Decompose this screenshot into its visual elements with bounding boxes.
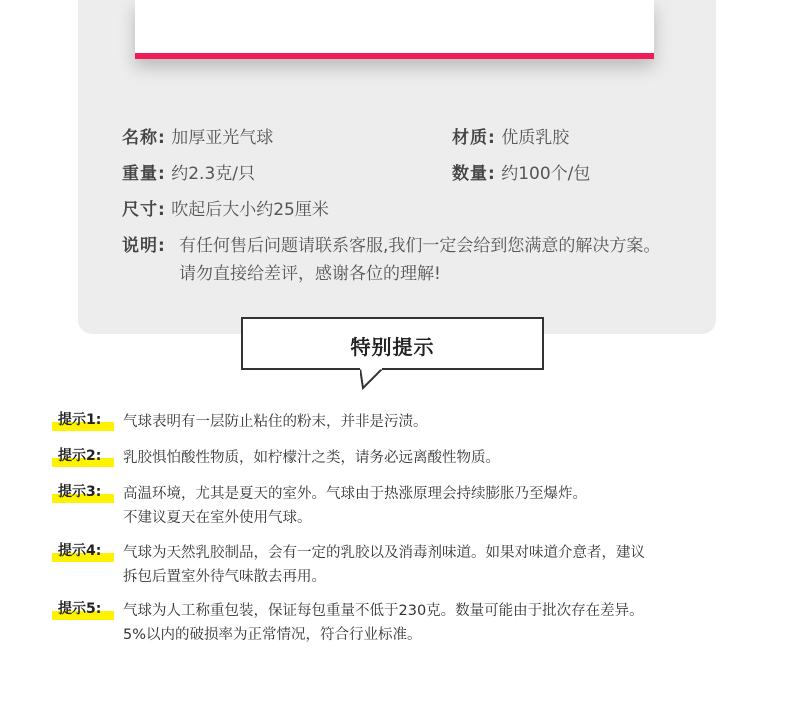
callout-title: 特别提示 — [350, 335, 435, 359]
tip-line: 5%以内的破损率为正常情况，符合行业标准。 — [123, 627, 422, 643]
tip-line: 气球为天然乳胶制品，会有一定的乳胶以及消毒剂味道。如果对味道介意者，建议 — [123, 545, 645, 561]
tip-text — [123, 446, 743, 470]
spec-name-key: 名称: — [122, 128, 166, 148]
spec-note-line: 有任何售后问题请联系客服,我们一定会给到您满意的解决方案。 — [179, 236, 661, 256]
spec-material-value: 优质乳胶 — [501, 128, 570, 148]
tip-label: 提示1: — [52, 411, 114, 431]
spec-size-value: 吹起后大小约25厘米 — [171, 200, 329, 220]
spec-card — [78, 0, 716, 334]
tip-text — [123, 541, 743, 589]
spec-quantity-key: 数量: — [452, 164, 496, 184]
spec-quantity-value: 约100个/包 — [501, 164, 591, 184]
spec-size — [122, 196, 329, 224]
spec-name — [122, 124, 273, 152]
tip-label: 提示3: — [52, 483, 114, 503]
spec-material — [452, 124, 569, 152]
tip-text — [123, 410, 743, 434]
spec-weight-value: 约2.3克/只 — [171, 164, 255, 184]
tip-line: 气球为人工称重包装，保证每包重量不低于230克。数量可能由于批次存在差异。 — [123, 603, 644, 619]
tip-line: 气球表明有一层防止粘住的粉末，并非是污渍。 — [123, 414, 428, 430]
spec-note-line: 请勿直接给差评，感谢各位的理解! — [179, 264, 441, 284]
special-notice-callout — [241, 317, 544, 370]
tip-label: 提示5: — [52, 600, 114, 620]
spec-name-value: 加厚亚光气球 — [171, 128, 274, 148]
tip-text — [123, 599, 743, 647]
tip-line: 不建议夏天在室外使用气球。 — [123, 510, 312, 526]
spec-note — [122, 232, 166, 260]
tip-label: 提示4: — [52, 542, 114, 562]
tip-text — [123, 482, 743, 530]
spec-weight — [122, 160, 255, 188]
product-image-frame — [135, 0, 654, 59]
spec-note-value — [179, 232, 660, 288]
spec-material-key: 材质: — [452, 128, 496, 148]
callout-tail-icon — [360, 368, 388, 392]
spec-size-key: 尺寸: — [122, 200, 166, 220]
tip-line: 乳胶惧怕酸性物质，如柠檬汁之类，请务必远离酸性物质。 — [123, 450, 500, 466]
tip-label: 提示2: — [52, 447, 114, 467]
spec-quantity — [452, 160, 590, 188]
spec-weight-key: 重量: — [122, 164, 166, 184]
tip-line: 拆包后置室外待气味散去再用。 — [123, 569, 326, 585]
tip-line: 高温环境，尤其是夏天的室外。气球由于热涨原理会持续膨胀乃至爆炸。 — [123, 486, 587, 502]
spec-note-key: 说明: — [122, 236, 166, 256]
